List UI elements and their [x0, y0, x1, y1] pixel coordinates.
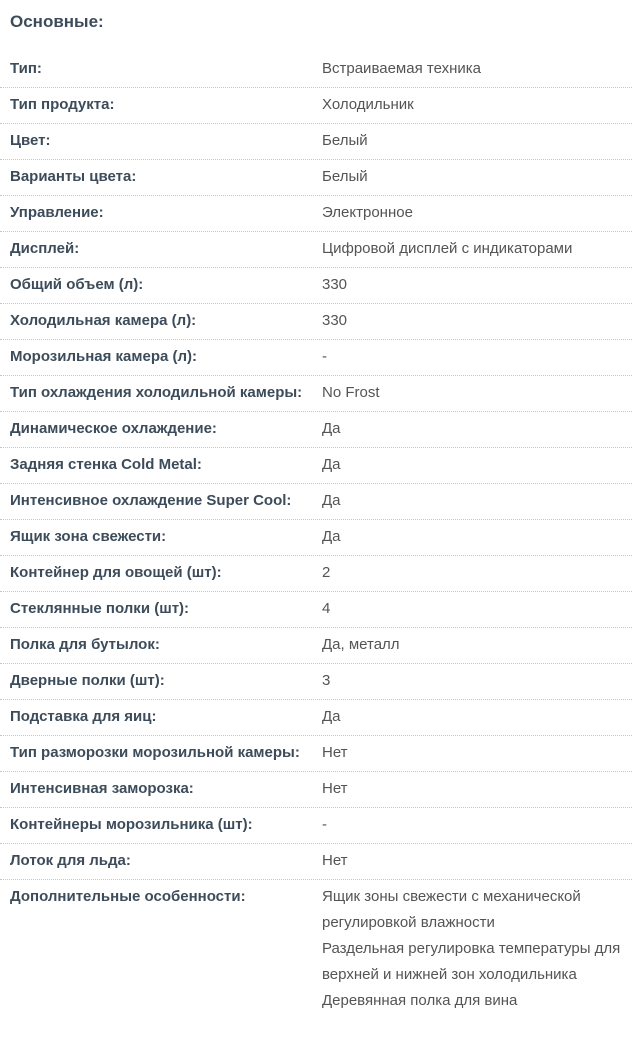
spec-row — [0, 304, 632, 340]
spec-value: 3 — [322, 672, 331, 689]
spec-row — [0, 376, 632, 412]
spec-row — [0, 880, 632, 1024]
spec-row — [0, 808, 632, 844]
spec-label: Цвет: — [10, 132, 51, 149]
spec-value-line: Раздельная регулировка температуры для верхней и нижней зон холодильника — [322, 940, 621, 983]
spec-value: 330 — [322, 276, 348, 293]
spec-label: Стеклянные полки (шт): — [10, 600, 190, 617]
spec-row — [0, 412, 632, 448]
spec-value: Да — [322, 456, 341, 473]
spec-row — [0, 628, 632, 664]
spec-label: Управление: — [10, 204, 104, 221]
product-specs-page — [0, 12, 632, 1024]
spec-value: 4 — [322, 600, 331, 617]
spec-label: Дисплей: — [10, 240, 80, 257]
spec-value — [322, 884, 632, 1014]
spec-row — [0, 232, 632, 268]
spec-row — [0, 520, 632, 556]
spec-label: Морозильная камера (л): — [10, 348, 198, 365]
spec-label: Динамическое охлаждение: — [10, 420, 217, 437]
spec-label: Лоток для льда: — [10, 852, 131, 869]
spec-row — [0, 556, 632, 592]
spec-value: Нет — [322, 852, 348, 869]
spec-row — [0, 772, 632, 808]
spec-value: Цифровой дисплей с индикаторами — [322, 240, 573, 257]
spec-row — [0, 592, 632, 628]
spec-label: Контейнеры морозильника (шт): — [10, 816, 253, 833]
spec-value: Встраиваемая техника — [322, 60, 481, 77]
spec-table — [0, 52, 632, 1024]
spec-row — [0, 124, 632, 160]
spec-row — [0, 736, 632, 772]
spec-label: Контейнер для овощей (шт): — [10, 564, 222, 581]
spec-value: No Frost — [322, 384, 380, 401]
spec-value: 2 — [322, 564, 331, 581]
spec-label: Подставка для яиц: — [10, 708, 157, 725]
spec-label: Холодильная камера (л): — [10, 312, 197, 329]
spec-value: 330 — [322, 312, 348, 329]
spec-value: Да, металл — [322, 636, 400, 653]
spec-label: Интенсивное охлаждение Super Cool: — [10, 492, 292, 509]
spec-value: Белый — [322, 168, 368, 185]
spec-label: Тип охлаждения холодильной камеры: — [10, 384, 303, 401]
spec-label: Ящик зона свежести: — [10, 528, 167, 545]
spec-label: Тип продукта: — [10, 96, 115, 113]
spec-value: Холодильник — [322, 96, 414, 113]
spec-label: Дверные полки (шт): — [10, 672, 165, 689]
spec-label: Тип разморозки морозильной камеры: — [10, 744, 300, 761]
spec-value: Электронное — [322, 204, 413, 221]
spec-value-line: Деревянная полка для вина — [322, 992, 518, 1009]
spec-value: Да — [322, 708, 341, 725]
spec-label: Общий объем (л): — [10, 276, 144, 293]
spec-row — [0, 844, 632, 880]
spec-row — [0, 340, 632, 376]
spec-value: Нет — [322, 780, 348, 797]
spec-row — [0, 448, 632, 484]
spec-value: Да — [322, 492, 341, 509]
spec-value: Да — [322, 528, 341, 545]
section-title: Основные: — [10, 12, 104, 31]
spec-label: Интенсивная заморозка: — [10, 780, 194, 797]
spec-label: Тип: — [10, 60, 42, 77]
spec-row — [0, 664, 632, 700]
spec-value: - — [322, 348, 327, 365]
spec-value: - — [322, 816, 327, 833]
spec-row — [0, 88, 632, 124]
spec-value: Нет — [322, 744, 348, 761]
spec-value: Белый — [322, 132, 368, 149]
spec-row — [0, 196, 632, 232]
spec-row — [0, 52, 632, 88]
spec-label: Варианты цвета: — [10, 168, 137, 185]
spec-value: Да — [322, 420, 341, 437]
spec-label: Дополнительные особенности: — [10, 888, 246, 905]
spec-row — [0, 268, 632, 304]
spec-row — [0, 700, 632, 736]
spec-label: Полка для бутылок: — [10, 636, 160, 653]
spec-row — [0, 484, 632, 520]
spec-row — [0, 160, 632, 196]
spec-label: Задняя стенка Cold Metal: — [10, 456, 202, 473]
spec-value-line: Ящик зоны свежести с механической регулировкой влажности — [322, 888, 581, 931]
